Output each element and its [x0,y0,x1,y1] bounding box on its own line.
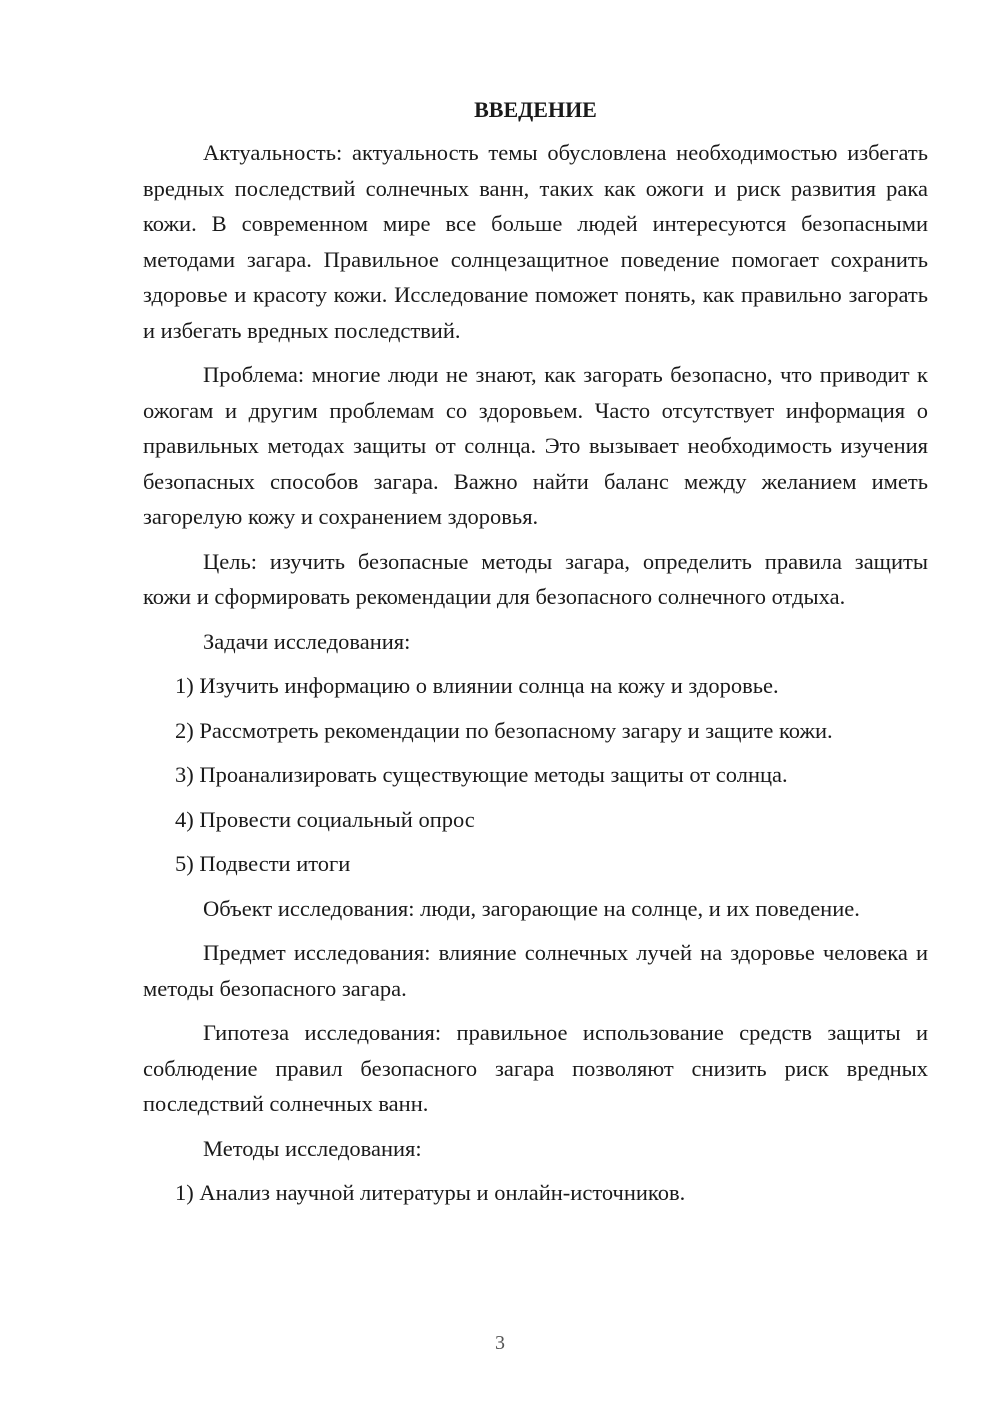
page-body [143,92,928,1220]
methods-heading: Методы исследования: [203,1135,422,1161]
problem-paragraph: Проблема: многие люди не знают, как загорать безопасно, что приводит к ожогам и другим проблемам со здоровьем. Часто отсутствует информация о правильных методах защиты от солнца. Это вызывает необходимость изучения безопасных способов загара. Важно найти баланс между желанием иметь загорелую кожу и сохранением здоровья. [143,362,928,529]
task-item: 5) Подвести итоги [175,851,351,876]
method-item: 1) Анализ научной литературы и онлайн-источников. [175,1180,686,1205]
goal-paragraph: Цель: изучить безопасные методы загара, определить правила защиты кожи и сформировать рекомендации для безопасного солнечного отдыха. [143,548,928,609]
hypothesis-paragraph: Гипотеза исследования: правильное использование средств защиты и соблюдение правил безопасного загара позволяют снизить риск вредных последствий солнечных ванн. [143,1020,928,1116]
section-title: ВВЕДЕНИЕ [474,97,597,122]
task-item: 3) Проанализировать существующие методы защиты от солнца. [175,762,788,787]
subject-paragraph: Предмет исследования: влияние солнечных лучей на здоровье человека и методы безопасного загара. [143,940,928,1001]
task-item: 4) Провести социальный опрос [175,806,475,832]
task-item: 2) Рассмотреть рекомендации по безопасному загару и защите кожи. [175,717,833,743]
relevance-paragraph: Актуальность: актуальность темы обусловлена необходимостью избегать вредных последствий солнечных ванн, таких как ожоги и риск развития рака кожи. В современном мире все больше людей интересуются безопасными методами загара. Правильное солнцезащитное поведение помогает сохранить здоровье и красоту кожи. Исследование поможет понять, как правильно загорать и избегать вредных последствий. [143,140,928,343]
page-number: 3 [495,1332,505,1354]
task-item: 1) Изучить информацию о влиянии солнца на кожу и здоровье. [175,673,779,698]
tasks-heading: Задачи исследования: [203,628,411,654]
object-paragraph: Объект исследования: люди, загорающие на солнце, и их поведение. [203,895,860,921]
